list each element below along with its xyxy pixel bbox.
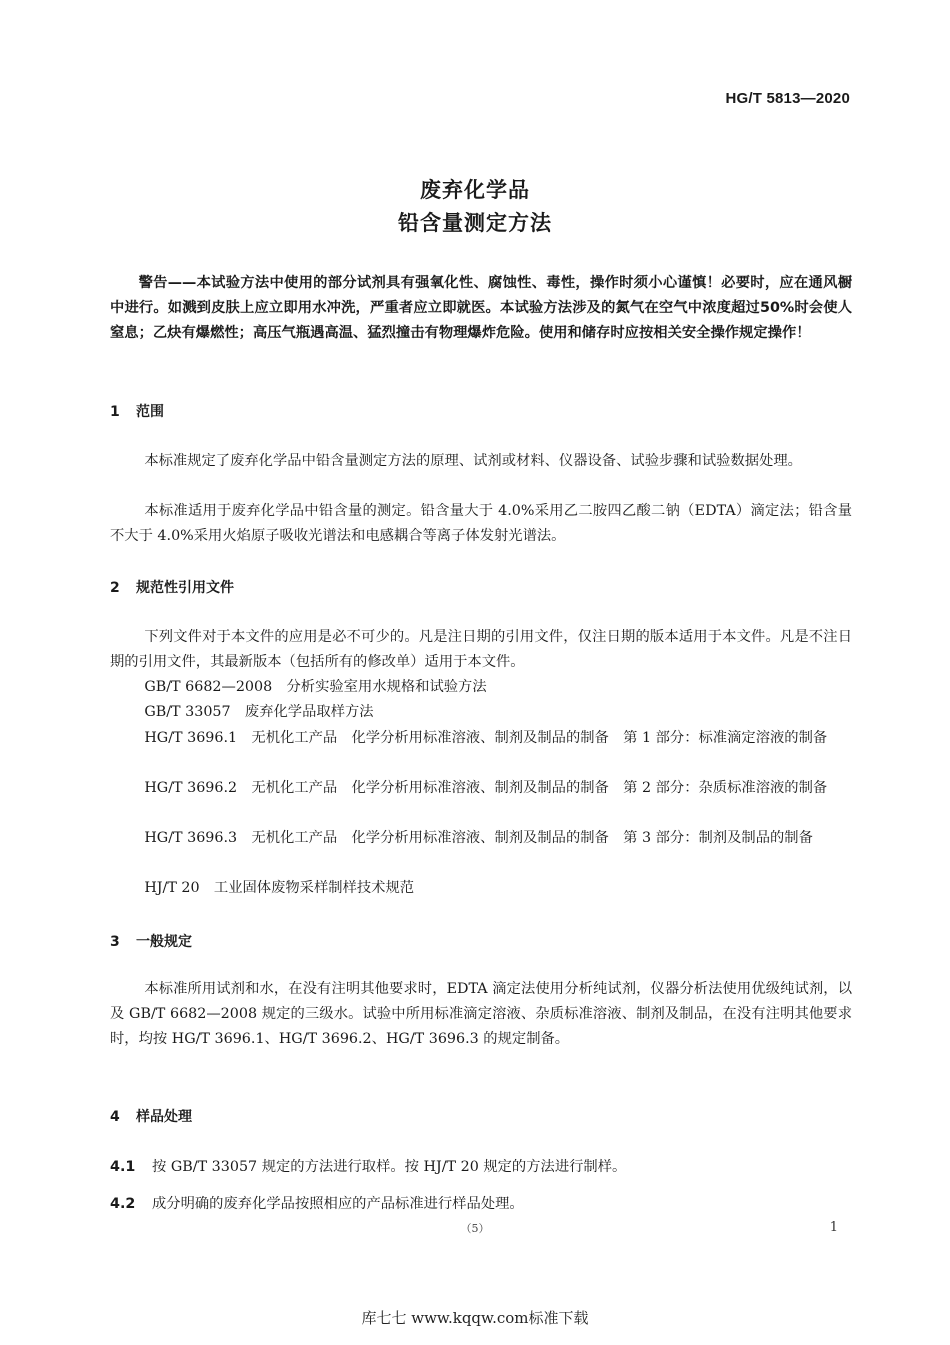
- section-number: 4: [110, 1109, 120, 1125]
- subclause-4-2: [110, 1193, 852, 1213]
- reference-item: HG/T 3696.2 无机化工产品 化学分析用标准溶液、制剂及制品的制备 第 2 部分：杂质标准溶液的制备: [144, 780, 828, 796]
- section-3-heading: [110, 931, 192, 951]
- standard-code: HG/T 5813—2020: [725, 90, 850, 107]
- reference-item: HJ/T 20 工业固体废物采样制样技术规范: [144, 880, 415, 896]
- page-number: 1: [829, 1220, 838, 1235]
- section-title: 样品处理: [136, 1109, 192, 1125]
- section-1-heading: [110, 401, 164, 421]
- document-subtitle: 铅含量测定方法: [398, 211, 552, 235]
- subclause-text: 按 GB/T 33057 规定的方法进行取样。按 HJ/T 20 规定的方法进行制样。: [152, 1159, 627, 1175]
- section-title: 范围: [136, 404, 164, 420]
- footer-watermark: 库七七 www.kqqw.com标准下载: [361, 1309, 589, 1327]
- scope-paragraph-1: 本标准规定了废弃化学品中铅含量测定方法的原理、试剂或材料、仪器设备、试验步骤和试验数据处理。: [144, 453, 802, 469]
- scope-paragraph-2: 本标准适用于废弃化学品中铅含量的测定。铅含量大于 4.0%采用乙二胺四乙酸二钠（EDTA）滴定法；铅含量不大于 4.0%采用火焰原子吸收光谱法和电感耦合等离子体发射光谱法。: [110, 503, 852, 544]
- reference-item: HG/T 3696.1 无机化工产品 化学分析用标准溶液、制剂及制品的制备 第 1 部分：标准滴定溶液的制备: [144, 730, 828, 746]
- page-mark: （5）: [460, 1222, 490, 1235]
- reference-item: GB/T 6682—2008 分析实验室用水规格和试验方法: [144, 679, 487, 695]
- section-title: 规范性引用文件: [136, 580, 234, 596]
- section-2-heading: [110, 577, 234, 597]
- reference-item: HG/T 3696.3 无机化工产品 化学分析用标准溶液、制剂及制品的制备 第 3 部分：制剂及制品的制备: [144, 830, 813, 846]
- section-title: 一般规定: [136, 934, 192, 950]
- section-number: 2: [110, 580, 120, 596]
- section-number: 3: [110, 934, 120, 950]
- references-intro: 下列文件对于本文件的应用是必不可少的。凡是注日期的引用文件，仅注日期的版本适用于本文件。凡是不注日期的引用文件，其最新版本（包括所有的修改单）适用于本文件。: [110, 629, 852, 670]
- section-number: 1: [110, 404, 120, 420]
- document-title: 废弃化学品: [420, 178, 530, 202]
- general-paragraph: 本标准所用试剂和水，在没有注明其他要求时，EDTA 滴定法使用分析纯试剂，仪器分析法使用优级纯试剂，以及 GB/T 6682—2008 规定的三级水。试验中所用标准滴定溶液、杂质标准溶液、制剂及制品，在没有注明其他要求时，均按 HG/T 3696.1、HG/T 3696.2、HG/T 3696.3 的规定制备。: [110, 981, 852, 1047]
- reference-item: GB/T 33057 废弃化学品取样方法: [144, 704, 374, 720]
- subclause-4-1: [110, 1156, 852, 1176]
- subclause-text: 成分明确的废弃化学品按照相应的产品标准进行样品处理。: [152, 1196, 524, 1212]
- section-4-heading: [110, 1106, 192, 1126]
- subclause-number: 4.1: [110, 1159, 136, 1175]
- safety-warning: 警告——本试验方法中使用的部分试剂具有强氧化性、腐蚀性、毒性，操作时须小心谨慎！必要时，应在通风橱中进行。如溅到皮肤上应立即用水冲洗，严重者应立即就医。本试验方法涉及的氮气在空气中浓度超过50%时会使人窒息；乙炔有爆燃性；高压气瓶遇高温、猛烈撞击有物理爆炸危险。使用和储存时应按相关安全操作规定操作！: [110, 275, 852, 341]
- subclause-number: 4.2: [110, 1196, 136, 1212]
